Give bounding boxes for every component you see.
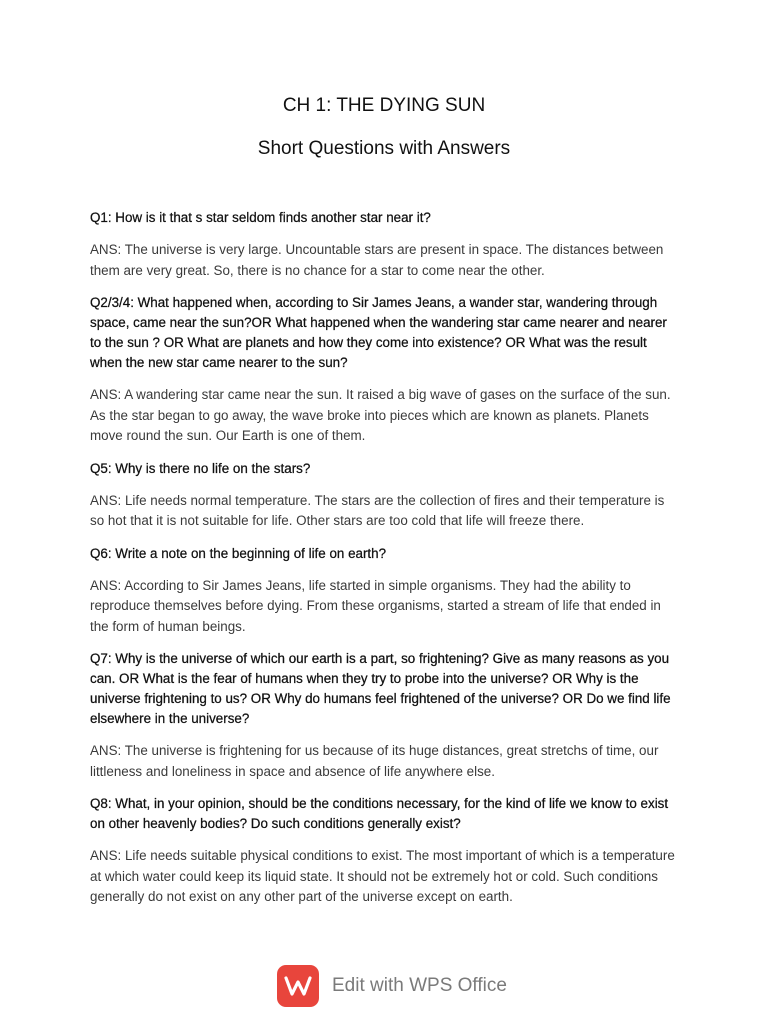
answer-4: ANS: According to Sir James Jeans, life started in simple organisms. They had the ability to reproduce themselves before dying. From these organisms, started a stream of life that ended in the form of human beings. [90, 577, 661, 634]
question-1: Q1: How is it that s star seldom finds another star near it? [90, 210, 431, 225]
question-3: Q5: Why is there no life on the stars? [90, 460, 311, 476]
question-5: Q7: Why is the universe of which our earth is a part, so frightening? Give as many reasons as you can. OR What is the fear of humans when they try to probe into the universe? OR Why is the universe frightening to us? OR Why do humans feel frightened of the universe? OR Do we find life elsewhere in the universe? [90, 651, 671, 726]
answer-3: ANS: Life needs normal temperature. The stars are the collection of fires and their temperature is so hot that it is not suitable for life. Other stars are too cold that life will freeze there. [90, 492, 665, 528]
question-4: Q6: Write a note on the beginning of life on earth? [90, 545, 387, 561]
document-title: CH 1: THE DYING SUN [282, 95, 486, 116]
qa-content [90, 208, 680, 920]
answer-5: ANS: The universe is frightening for us because of its huge distances, great stretchs of time, our littleness and loneliness in space and absence of life anywhere else. [90, 743, 659, 779]
question-2: Q2/3/4: What happened when, according to Sir James Jeans, a wander star, wandering through space, came near the sun?OR What happened when the wandering star came nearer and nearer to the sun ? OR What are planets and how they come into existence? OR What was the result when the new star came nearer to the sun? [90, 295, 667, 370]
wps-w-logo-icon [277, 965, 319, 1007]
edit-with-wps-label: Edit with WPS Office [332, 975, 507, 996]
answer-1: ANS: The universe is very large. Uncountable stars are present in space. The distances between them are very great. So, there is no chance for a star to come near the other. [90, 242, 664, 278]
document-subtitle: Short Questions with Answers [257, 138, 511, 159]
answer-6: ANS: Life needs suitable physical conditions to exist. The most important of which is a temperature at which water could keep its liquid state. It should not be extremely hot or cold. Such conditions generally do not exist on any other part of the universe except on earth. [90, 848, 675, 904]
edit-with-wps-button[interactable] [277, 965, 507, 1007]
question-6: Q8: What, in your opinion, should be the conditions necessary, for the kind of life we know to exist on other heavenly bodies? Do such conditions generally exist? [90, 796, 669, 831]
answer-2: ANS: A wandering star came near the sun. It raised a big wave of gases on the surface of the sun. As the star began to go away, the wave broke into pieces which are known as planets. Planets move round the sun. Our Earth is one of them. [90, 387, 671, 443]
